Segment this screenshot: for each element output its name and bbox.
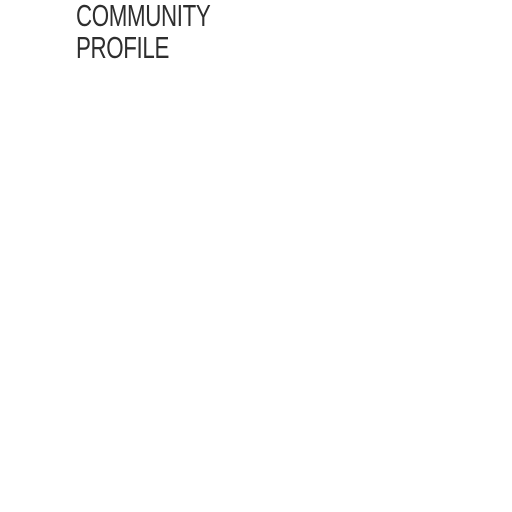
heading-line-1: COMMUNITY bbox=[76, 0, 211, 33]
heading-line-2: PROFILE bbox=[76, 30, 169, 65]
section-heading bbox=[76, 0, 210, 64]
